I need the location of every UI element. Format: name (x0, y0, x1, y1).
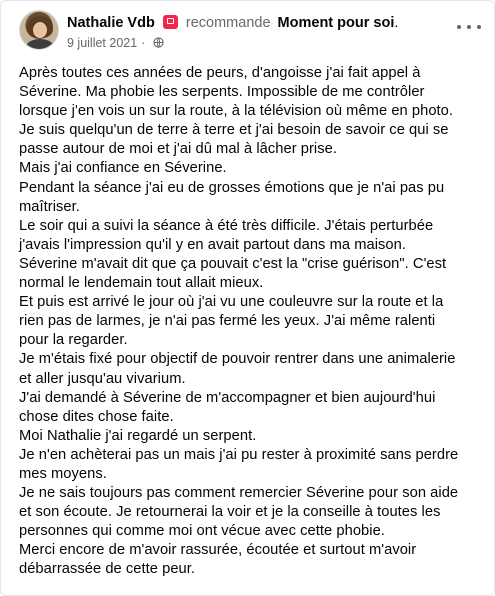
recommendation-verb: recommande (185, 15, 271, 31)
post-paragraph: J'ai demandé à Séverine de m'accompagner et bien aujourd'hui chose dites chose faite. (19, 389, 436, 425)
recommend-flag-icon (163, 15, 178, 29)
post-paragraph: Après toutes ces années de peurs, d'angoisse j'ai fait appel à Séverine. Ma phobie les serpents. Impossible de me contrôler lorsque j'en vois un sur la route, à la télévision où même en photo. Je suis quelqu'un de terre à terre et j'ai besoin de savoir ce qui se passe autour de moi et j'ai dû mal à lâcher prise. (19, 65, 454, 158)
globe-icon[interactable] (153, 37, 164, 48)
more-dot-icon (477, 25, 481, 29)
page-name-link[interactable]: Moment pour soi (277, 15, 395, 31)
post-text (19, 64, 489, 580)
post-paragraph: Je n'en achèterai pas un mais j'ai pu rester à proximité sans perdre mes moyens. (19, 446, 459, 482)
author-name-link[interactable]: Nathalie Vdb (67, 15, 155, 31)
post-meta (67, 36, 164, 51)
more-dot-icon (457, 25, 461, 29)
avatar-face (33, 22, 47, 38)
post-title-line (67, 14, 398, 32)
meta-separator: · (141, 36, 146, 50)
post-paragraph: Je m'étais fixé pour objectif de pouvoir rentrer dans une animalerie et aller jusqu'au vivarium. (19, 351, 456, 387)
post-paragraph: Séverine m'avait dit que ça pouvait c'est la "crise guérison". C'est normal le lendemain tout allait mieux. (19, 255, 447, 292)
post-paragraph: Je ne sais toujours pas comment remercier Séverine pour son aide et son écoute. Je retournerai la voir et je la conseille à toutes les personnes qui comme moi ont vécue avec cette phobie. (19, 485, 459, 540)
globe-icon-svg (153, 37, 164, 48)
more-options-icon[interactable] (457, 19, 481, 35)
avatar-body (26, 39, 54, 50)
author-avatar[interactable] (19, 10, 59, 50)
post-paragraph: Moi Nathalie j'ai regardé un serpent. (19, 427, 257, 444)
post-paragraph: Pendant la séance j'ai eu de grosses émotions que je n'ai pas pu maîtriser. (19, 179, 445, 215)
post-date-link[interactable]: 9 juillet 2021 (67, 36, 138, 50)
post-header (15, 9, 485, 55)
title-punctuation: . (394, 15, 399, 31)
more-dot-icon (467, 25, 471, 29)
post-paragraph: Mais j'ai confiance en Séverine. (19, 160, 227, 177)
post-paragraph: Le soir qui a suivi la séance à été très difficile. J'étais perturbée j'avais l'impression qu'il y en avait partout dans ma maison. (19, 217, 434, 253)
post-paragraph: Merci encore de m'avoir rassurée, écoutée et surtout m'avoir débarrassée de cette peur. (19, 542, 417, 578)
post-paragraph: Et puis est arrivé le jour où j'ai vu une couleuvre sur la route et la rien pas de larmes, je n'ai pas fermé les yeux. J'ai même ralenti pour la regarder. (19, 294, 444, 349)
